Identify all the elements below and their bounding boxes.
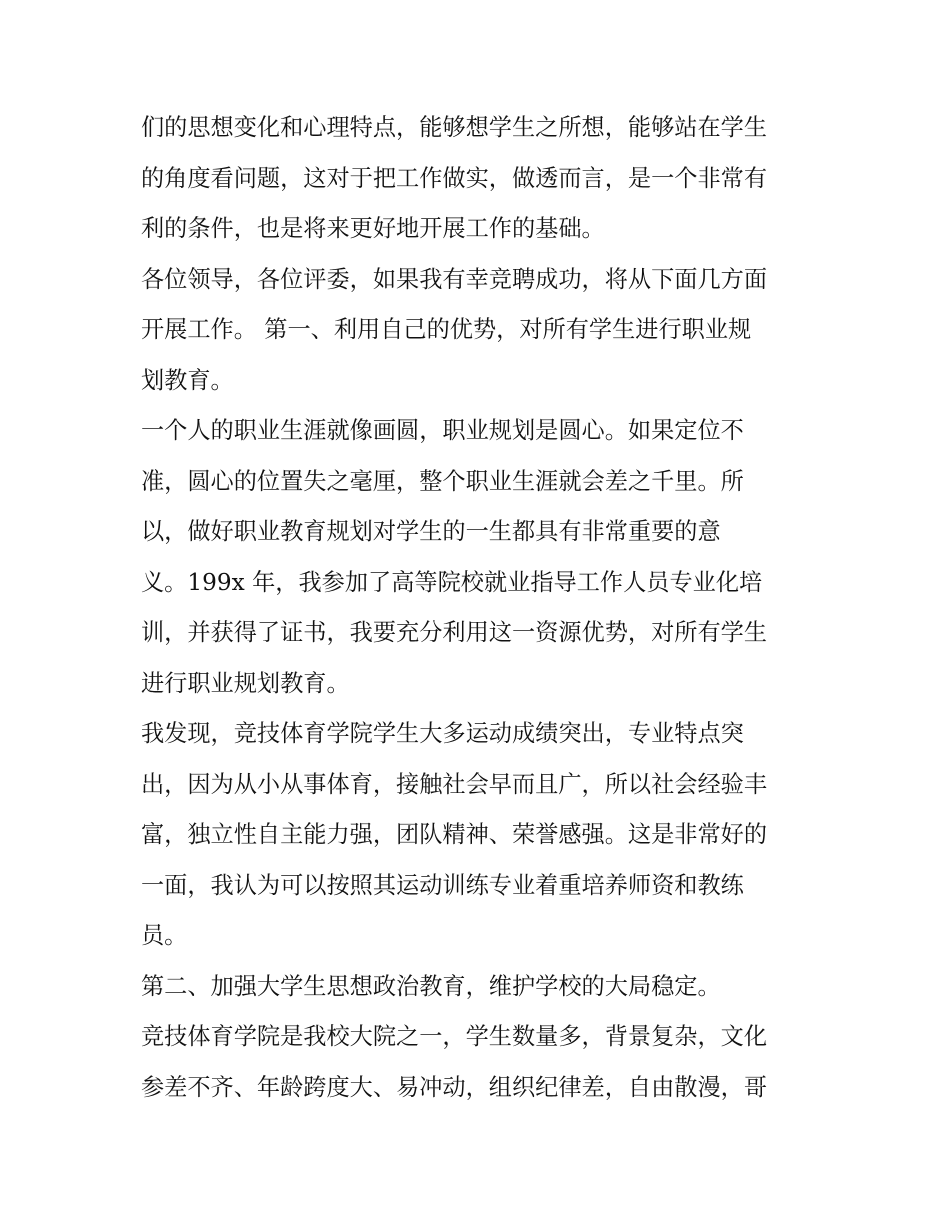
text-line: 员。: [141, 922, 188, 949]
paragraph-4: [141, 709, 813, 962]
text-line: 竞技体育学院是我校大院之一，学生数量多，背景复杂，文化: [141, 1023, 768, 1050]
text-line: 训，并获得了证书，我要充分利用这一资源优势，对所有学生: [141, 619, 768, 646]
text-line: 开展工作。 第一、利用自己的优势，对所有学生进行职业规: [141, 316, 752, 343]
text-line: 们的思想变化和心理特点，能够想学生之所想，能够站在学生: [141, 114, 768, 141]
text-line: 各位领导，各位评委，如果我有幸竞聘成功，将从下面几方面: [141, 265, 768, 293]
text-line: 以，做好职业教育规划对学生的一生都具有非常重要的意: [141, 518, 721, 545]
paragraph-3: [141, 406, 813, 709]
text-line: 准，圆心的位置失之毫厘，整个职业生涯就会差之千里。所: [141, 467, 744, 495]
text-line: 富，独立性自主能力强，团队精神、荣誉感强。这是非常好的: [141, 821, 768, 848]
document-body: [141, 103, 813, 1113]
paragraph-2: [141, 255, 813, 407]
paragraph-5: [141, 962, 813, 1013]
text-line: 出，因为从小从事体育，接触社会早而且广，所以社会经验丰: [141, 770, 768, 798]
paragraph-6: [141, 1012, 813, 1113]
text-line: 进行职业规划教育。: [141, 669, 350, 697]
text-line: 义。199x 年，我参加了高等院校就业指导工作人员专业化培: [141, 568, 763, 596]
text-line: 利的条件，也是将来更好地开展工作的基础。: [141, 215, 605, 242]
text-line: 第二、加强大学生思想政治教育，维护学校的大局稳定。: [141, 972, 721, 1000]
text-line: 参差不齐、年龄跨度大、易冲动，组织纪律差，自由散漫，哥: [141, 1073, 768, 1101]
text-line: 的角度看问题，这对于把工作做实，做透而言，是一个非常有: [141, 164, 768, 192]
paragraph-1: [141, 103, 813, 255]
text-line: 划教育。: [141, 366, 234, 394]
text-line: 一个人的职业生涯就像画圆，职业规划是圆心。如果定位不: [141, 417, 744, 444]
text-line: 我发现，竞技体育学院学生大多运动成绩突出，专业特点突: [141, 720, 744, 747]
text-line: 一面，我认为可以按照其运动训练专业着重培养师资和教练: [141, 871, 744, 899]
